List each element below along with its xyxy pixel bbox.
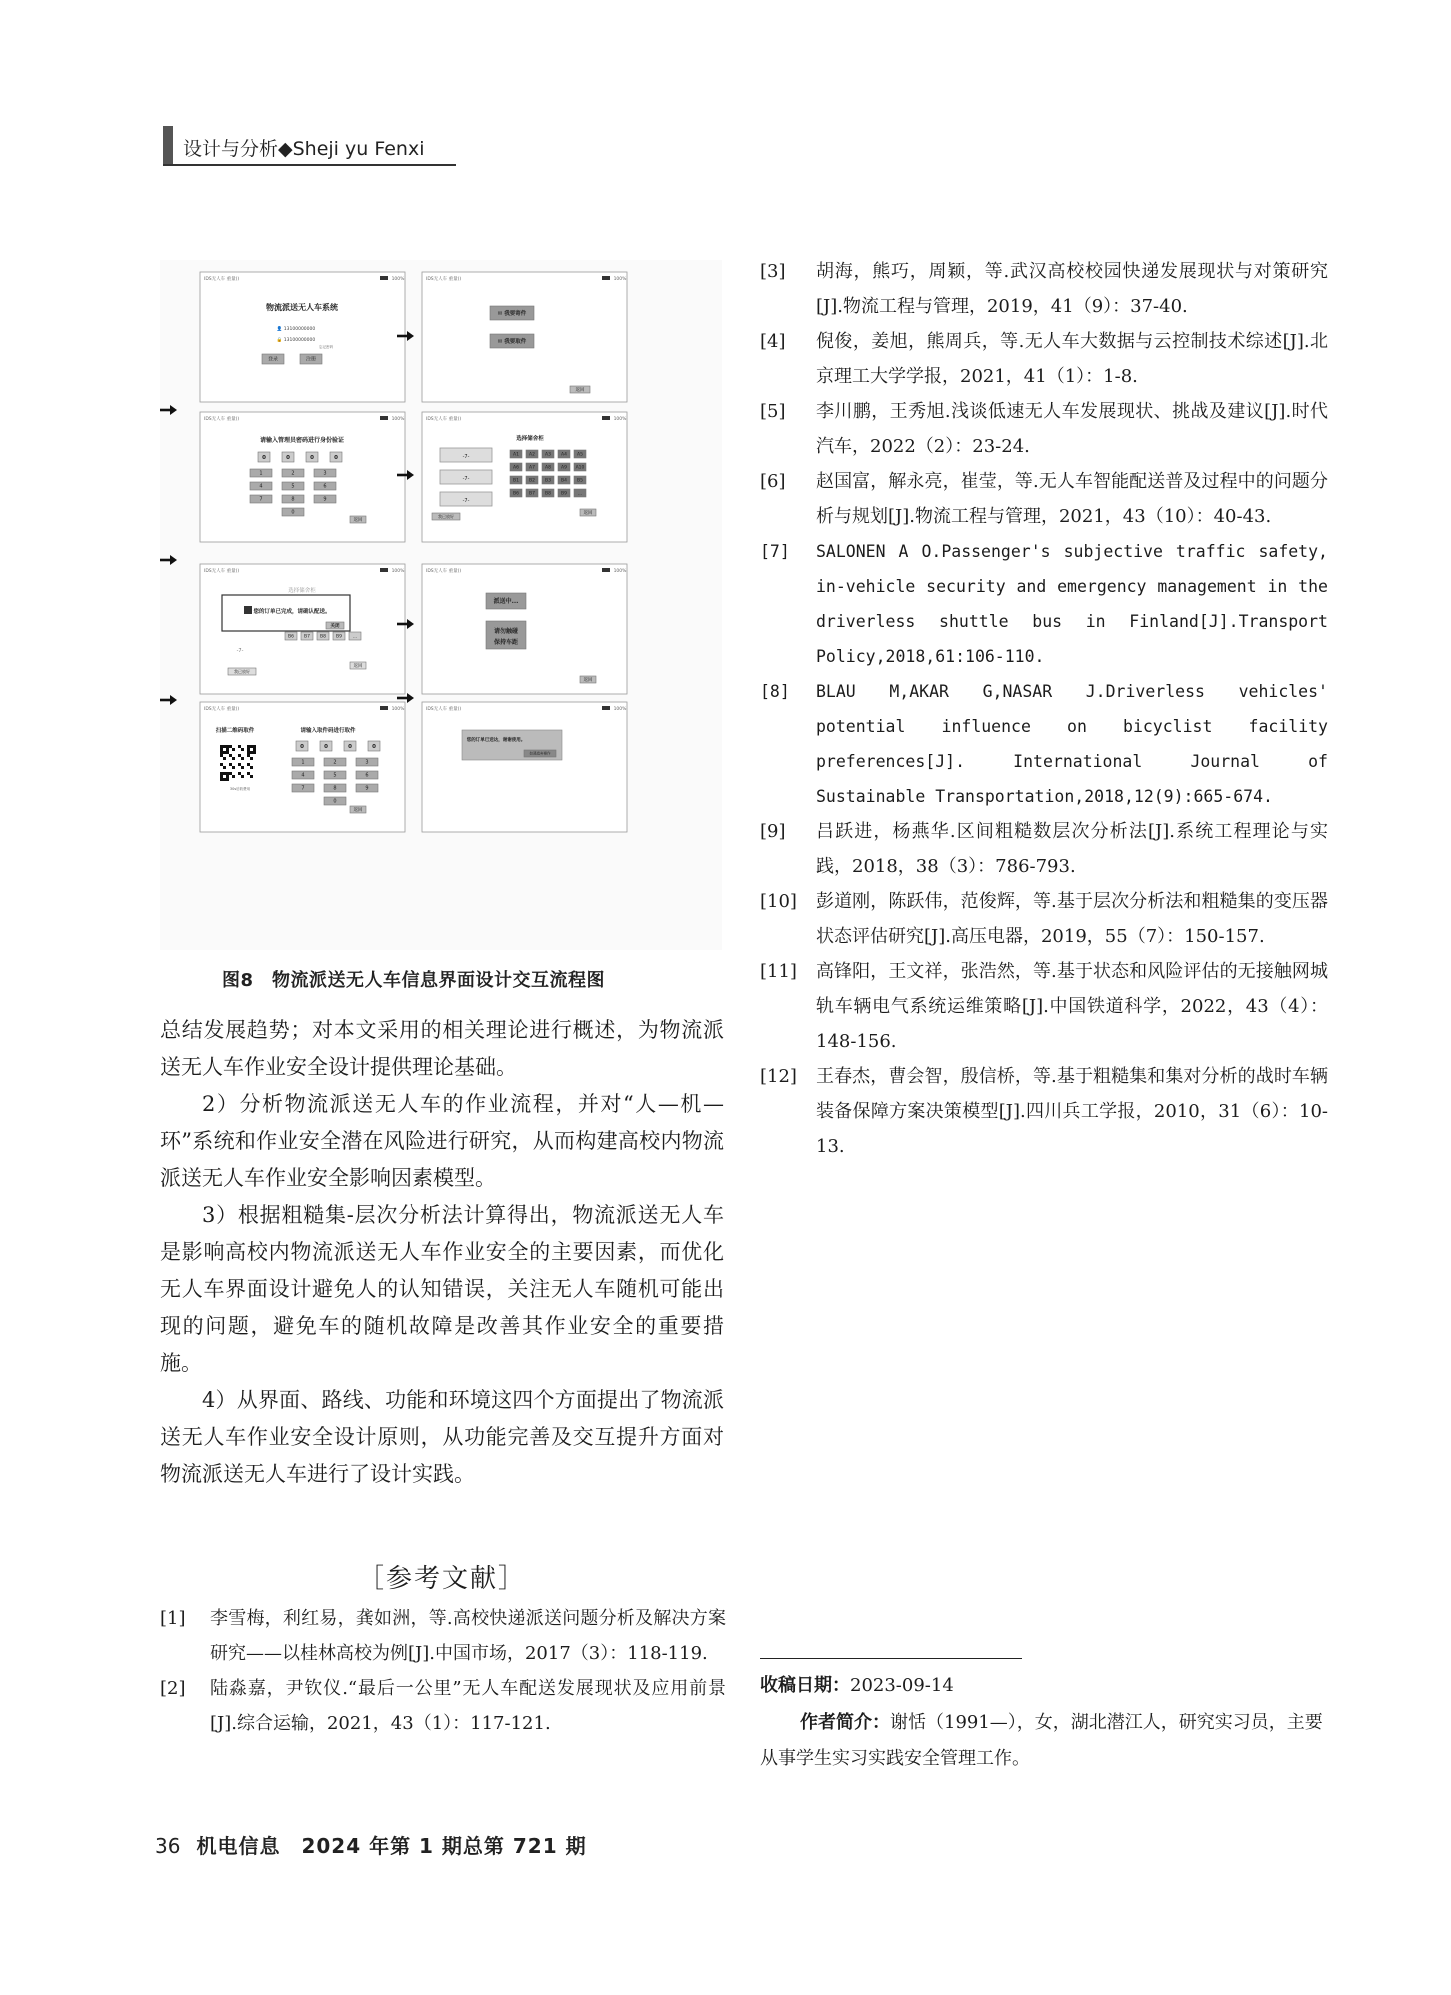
verify-digit-label: 0 <box>286 454 290 461</box>
battery-percent: 100% <box>391 277 405 282</box>
figure-8 <box>160 260 722 950</box>
verify-key-label: 9 <box>323 496 327 503</box>
battery-percent: 100% <box>391 707 405 712</box>
battery-icon <box>380 276 388 280</box>
slot-button-label: B5 <box>577 478 583 484</box>
qr-module <box>247 751 250 754</box>
reference-text: BLAU M,AKAR G,NASAR J.Driverless vehicles' potential influence on bicyclist facility preferences[J]. International Journal of Sustainable Transportation,2018,12(9):665-674. <box>816 682 1328 806</box>
reference-text: 胡海，熊巧，周颖，等.武汉高校校园快递发展现状与对策研究[J].物流工程与管理，2019，41（9）：37-40. <box>816 261 1328 317</box>
reference-item <box>160 1601 726 1671</box>
qr-module <box>226 748 229 751</box>
qr-module <box>226 745 229 748</box>
battery-icon <box>602 276 610 280</box>
qr-module <box>220 748 223 751</box>
reference-number: [1] <box>160 1608 186 1629</box>
qr-module <box>250 751 253 754</box>
header-bar <box>163 126 173 164</box>
warning-line-2: 保持车距 <box>493 639 519 646</box>
reference-text: 倪俊，姜旭，熊周兵，等.无人车大数据与云控制技术综述[J].北京理工大学学报，2021，41（1）：1-8. <box>816 331 1328 387</box>
paragraph-1: 总结发展趋势；对本文采用的相关理论进行概述，为物流派送无人车作业安全设计提供理论基础。 <box>160 1018 724 1079</box>
reference-number: [12] <box>760 1066 797 1087</box>
qr-module <box>226 772 229 775</box>
verify-key-label: 3 <box>323 470 327 477</box>
qr-module <box>232 775 235 778</box>
code-key-label: 9 <box>365 785 369 792</box>
qr-module <box>229 763 232 766</box>
status-bar-text: IDS无人车 重量() <box>426 569 462 574</box>
arrow-head <box>407 619 414 629</box>
dialog-bg-slot-label: B8 <box>320 634 326 640</box>
verify-key-label: 4 <box>259 483 263 490</box>
qr-module <box>250 775 253 778</box>
reference-item <box>760 534 1328 674</box>
battery-percent: 100% <box>613 277 627 282</box>
battery-percent: 100% <box>613 707 627 712</box>
verify-key-label: 1 <box>259 470 263 477</box>
reference-text: 吕跃进，杨燕华.区间粗糙数层次分析法[J].系统工程理论与实践，2018，38（3）：786-793. <box>816 821 1328 877</box>
code-key-label: 2 <box>333 759 337 766</box>
reference-number: [6] <box>760 471 786 492</box>
reference-number: [3] <box>760 261 786 282</box>
battery-percent: 100% <box>391 569 405 574</box>
verify-key-label: 8 <box>291 496 295 503</box>
dialog-check-icon <box>244 606 252 614</box>
qr-module <box>247 763 250 766</box>
verify-key-label: 6 <box>323 483 327 490</box>
slot-button-label: A3 <box>545 452 551 458</box>
slot-confirm-button-label: 我已放好 <box>438 513 454 519</box>
slot-button-label: A8 <box>545 465 551 471</box>
qr-hint: 30s后收费用 <box>229 787 251 791</box>
reference-number: [10] <box>760 891 797 912</box>
qr-module <box>241 775 244 778</box>
login-screen <box>200 272 405 402</box>
slot-back-button-label: 返回 <box>583 511 593 516</box>
code-digit-label: 0 <box>372 743 376 750</box>
code-key-label: 0 <box>333 798 337 805</box>
qr-module <box>229 754 232 757</box>
code-digit-label: 0 <box>324 743 328 750</box>
qr-module <box>220 751 223 754</box>
qr-module <box>220 754 223 757</box>
qr-module <box>232 748 235 751</box>
slot-button-label: A1 <box>513 452 519 458</box>
code-key-label: 6 <box>365 772 369 779</box>
battery-percent: 100% <box>613 417 627 422</box>
reference-text: 赵国富，解永亮，崔莹，等.无人车智能配送普及过程中的问题分析与规划[J].物流工程与管理，2021，43（10）：40-43. <box>816 471 1328 527</box>
reference-item <box>760 324 1328 394</box>
code-digit-label: 0 <box>300 743 304 750</box>
reference-number: [9] <box>760 821 786 842</box>
paragraph-2: 2）分析物流派送无人车的作业流程，并对“人—机—环”系统和作业安全潜在风险进行研究，从而构建高校内物流派送无人车作业安全影响因素模型。 <box>160 1092 724 1190</box>
verify-digit-label: 0 <box>334 454 338 461</box>
reference-text: 高锋阳，王文祥，张浩然，等.基于状态和风险评估的无接触网城轨车辆电气系统运维策略[J].中国铁道科学，2022，43（4）：148-156. <box>816 961 1328 1052</box>
qr-module <box>247 745 250 748</box>
slot-button-label: B9 <box>561 491 567 497</box>
status-bar-text: IDS无人车 重量() <box>204 277 240 282</box>
scan-title: 扫描二维码取件 <box>215 728 255 734</box>
reference-number: [7] <box>760 542 790 561</box>
qr-code-icon <box>220 745 256 781</box>
verify-key-label: 7 <box>259 496 263 503</box>
slot-button-label: A4 <box>561 452 567 458</box>
code-key-label: 1 <box>301 759 305 766</box>
qr-module <box>229 772 232 775</box>
done-message: 您的订单已送达，谢谢使用。 <box>466 738 526 743</box>
qr-module <box>247 748 250 751</box>
done-action-button-label: 如遇遗弃操作 <box>529 751 551 756</box>
qr-module <box>220 778 223 781</box>
reference-item <box>760 254 1328 324</box>
verify-digit-label: 0 <box>262 454 266 461</box>
pick-package-button-label: ✉ 我要取件 <box>497 338 527 345</box>
warning-line-1: 请勿触碰 <box>493 628 519 635</box>
reference-item <box>160 1671 726 1741</box>
slot-button-label: B3 <box>545 478 551 484</box>
verify-title: 请输入管理员密码进行身份验证 <box>259 437 345 444</box>
verify-key-label: 5 <box>291 483 295 490</box>
battery-percent: 100% <box>391 417 405 422</box>
qr-module <box>238 754 241 757</box>
conclusion-text <box>160 1012 724 1493</box>
slot-placeholder: -7- <box>462 476 470 482</box>
status-bar-text: IDS无人车 重量() <box>426 707 462 712</box>
qr-module <box>220 745 223 748</box>
pickup-back-button-label: 返回 <box>353 808 363 813</box>
qr-module <box>241 757 244 760</box>
battery-icon <box>380 706 388 710</box>
qr-module <box>238 772 241 775</box>
dialog-bg-confirm-label: 我已放好 <box>234 668 250 674</box>
arrow-head <box>170 555 177 565</box>
qr-module <box>247 772 250 775</box>
verify-key-label: 2 <box>291 470 295 477</box>
header-rule <box>163 164 456 166</box>
qr-module <box>226 775 229 778</box>
slot-button-label: A9 <box>561 465 567 471</box>
reference-text: 李雪梅，利红易，龚如洲，等.高校快递派送问题分析及解决方案研究——以桂林高校为例[J].中国市场，2017（3）：118-119. <box>210 1608 726 1664</box>
references-left <box>160 1601 726 1741</box>
reference-text: 王春杰，曹会智，殷信桥，等.基于粗糙集和集对分析的战时车辆装备保障方案决策模型[J].四川兵工学报，2010，31（6）：10-13. <box>816 1066 1328 1157</box>
login-hint: 忘记密码 <box>319 345 333 349</box>
reference-text: 彭道刚，陈跃伟，范俊辉，等.基于层次分析法和粗糙集的变压器状态评估研究[J].高压电器，2019，55（7）：150-157. <box>816 891 1328 947</box>
reference-item <box>760 814 1328 884</box>
battery-icon <box>602 706 610 710</box>
battery-percent: 100% <box>613 569 627 574</box>
arrow-head <box>407 693 414 703</box>
reference-text: 李川鹏，王秀旭.浅谈低速无人车发展现状、挑战及建议[J].时代汽车，2022（2）：23-24. <box>816 401 1328 457</box>
slot-button-label: B7 <box>529 491 535 497</box>
references-heading: ［参考文献］ <box>357 1564 526 1594</box>
slot-button-label: ... <box>577 491 583 497</box>
author-label: 作者简介： <box>800 1712 890 1733</box>
code-key-label: 5 <box>333 772 337 779</box>
reference-number: [4] <box>760 331 786 352</box>
reference-text: SALONEN A O.Passenger's subjective traffic safety, in-vehicle security and emergency management in the driverless shuttle bus in Finland[J].Transport Policy,2018,61:106-110. <box>816 542 1328 666</box>
received-value: 2023-09-14 <box>850 1675 954 1696</box>
dialog-bg-title: 选择储舍柜 <box>288 588 316 594</box>
login-pass-field: 🔒 13100000000 <box>276 338 316 343</box>
slot-button-label: A5 <box>577 452 583 458</box>
slot-button-label: B8 <box>545 491 551 497</box>
slot-button-label: B4 <box>561 478 567 484</box>
flow-arrow-icon <box>160 695 177 705</box>
status-bar-text: IDS无人车 重量() <box>426 417 462 422</box>
qr-module <box>238 763 241 766</box>
battery-icon <box>602 416 610 420</box>
reference-number: [8] <box>760 682 790 701</box>
dialog-bg-placeholder: -7- <box>236 648 244 654</box>
qr-module <box>232 757 235 760</box>
qr-module <box>250 757 253 760</box>
slot-button-label: A7 <box>529 465 535 471</box>
qr-module <box>226 778 229 781</box>
dialog-bg-back-label: 返回 <box>353 664 363 669</box>
flow-arrow-icon <box>397 693 414 703</box>
slot-button-label: A6 <box>513 465 519 471</box>
dialog-bg-slot-label: ... <box>352 634 358 640</box>
battery-icon <box>380 568 388 572</box>
verify-digit-label: 0 <box>310 454 314 461</box>
delivering-back-button-label: 返回 <box>583 678 593 683</box>
page-footer <box>155 1830 587 1859</box>
reference-item <box>760 954 1328 1059</box>
code-key-label: 8 <box>333 785 337 792</box>
done-screen <box>422 702 627 832</box>
code-title: 请输入取件码进行取件 <box>300 728 356 734</box>
login-title: 物流派送无人车系统 <box>266 303 338 312</box>
reference-number: [2] <box>160 1678 186 1699</box>
diagram-content <box>160 272 627 832</box>
footnote-rule <box>760 1658 1022 1659</box>
code-key-label: 7 <box>301 785 305 792</box>
qr-module <box>241 766 244 769</box>
back-button-label: 返回 <box>575 388 585 393</box>
qr-module <box>250 745 253 748</box>
code-digit-label: 0 <box>348 743 352 750</box>
slot-title: 选择储舍柜 <box>516 436 544 442</box>
arrow-head <box>407 470 414 480</box>
author-value: 谢恬（1991—），女，湖北潜江人，研究实习员，主要从事学生实习实践安全管理工作。 <box>760 1712 1323 1769</box>
qr-module <box>220 763 223 766</box>
figure-caption: 图8 物流派送无人车信息界面设计交互流程图 <box>222 970 606 991</box>
qr-module <box>253 745 256 748</box>
slot-button-label: A2 <box>529 452 535 458</box>
battery-icon <box>602 568 610 572</box>
code-key-label: 3 <box>365 759 369 766</box>
paragraph-3: 3）根据粗糙集-层次分析法计算得出，物流派送无人车是影响高校内物流派送无人车作业安全的主要因素，而优化无人车界面设计避免人的认知错误，关注无人车随机可能出现的问题，避免车的随机故障是改善其作业安全的重要措施。 <box>160 1203 724 1375</box>
received-label: 收稿日期： <box>760 1675 850 1696</box>
slot-button-label: A10 <box>575 465 585 471</box>
reference-text: 陆淼嘉，尹钦仪.“最后一公里”无人车配送发展现状及应用前景[J].综合运输，2021，43（1）：117-121. <box>210 1678 726 1734</box>
author-bio <box>760 1705 1330 1777</box>
reference-number: [11] <box>760 961 797 982</box>
delivering-status-label: 派送中... <box>493 598 519 605</box>
slot-button-label: B6 <box>513 491 519 497</box>
qr-module <box>223 766 226 769</box>
verify-key-label: 0 <box>291 509 295 516</box>
qr-module <box>247 754 250 757</box>
reference-item <box>760 464 1328 534</box>
paragraph-4: 4）从界面、路线、功能和环境这四个方面提出了物流派送无人车作业安全设计原则，从功能完善及交互提升方面对物流派送无人车进行了设计实践。 <box>160 1388 724 1486</box>
received-date <box>760 1668 1330 1704</box>
arrow-head <box>170 405 177 415</box>
qr-module <box>226 751 229 754</box>
login-user-field: 👤 13100000000 <box>276 327 316 332</box>
flow-arrow-icon <box>160 555 177 565</box>
references-right <box>760 254 1328 1164</box>
slot-button-label: B1 <box>513 478 519 484</box>
reference-item <box>760 394 1328 464</box>
reference-item <box>760 884 1328 954</box>
interaction-flow-diagram <box>160 260 722 950</box>
register-button-label: 注册 <box>305 356 317 363</box>
arrow-head <box>170 695 177 705</box>
reference-item <box>760 1059 1328 1164</box>
login-button-label: 登录 <box>267 356 279 363</box>
qr-module <box>229 745 232 748</box>
qr-module <box>241 748 244 751</box>
status-bar-text: IDS无人车 重量() <box>204 707 240 712</box>
slot-placeholder: -7- <box>462 498 470 504</box>
dialog-bg-slot-label: B9 <box>336 634 342 640</box>
running-header <box>163 126 723 166</box>
status-bar-text: IDS无人车 重量() <box>204 417 240 422</box>
journal-info: 机电信息 2024 年第 1 期总第 721 期 <box>196 1834 587 1858</box>
qr-module <box>253 751 256 754</box>
qr-module <box>250 766 253 769</box>
flow-arrow-icon <box>160 405 177 415</box>
qr-module <box>220 775 223 778</box>
qr-module <box>223 778 226 781</box>
send-package-button-label: ✉ 我要寄件 <box>497 310 527 317</box>
reference-item <box>760 674 1328 814</box>
dialog-close-button-label: 关闭 <box>330 624 340 629</box>
qr-module <box>223 757 226 760</box>
arrow-head <box>407 331 414 341</box>
page-number: 36 <box>155 1834 181 1858</box>
qr-module <box>223 751 226 754</box>
qr-module <box>238 745 241 748</box>
battery-icon <box>380 416 388 420</box>
qr-module <box>232 766 235 769</box>
status-bar-text: IDS无人车 重量() <box>426 277 462 282</box>
slot-button-label: B2 <box>529 478 535 484</box>
dialog-bg-slot-label: B6 <box>288 634 294 640</box>
qr-module <box>220 772 223 775</box>
verify-back-button-label: 返回 <box>353 518 363 523</box>
dialog-message: 您的订单已完成，请确认配送。 <box>253 609 331 615</box>
status-bar-text: IDS无人车 重量() <box>204 569 240 574</box>
section-title: 设计与分析◆Sheji yu Fenxi <box>183 138 425 160</box>
dialog-bg-slot-label: B7 <box>304 634 310 640</box>
slot-placeholder: -7- <box>462 454 470 460</box>
reference-number: [5] <box>760 401 786 422</box>
qr-module <box>223 772 226 775</box>
qr-module <box>223 745 226 748</box>
code-key-label: 4 <box>301 772 305 779</box>
qr-module <box>253 748 256 751</box>
